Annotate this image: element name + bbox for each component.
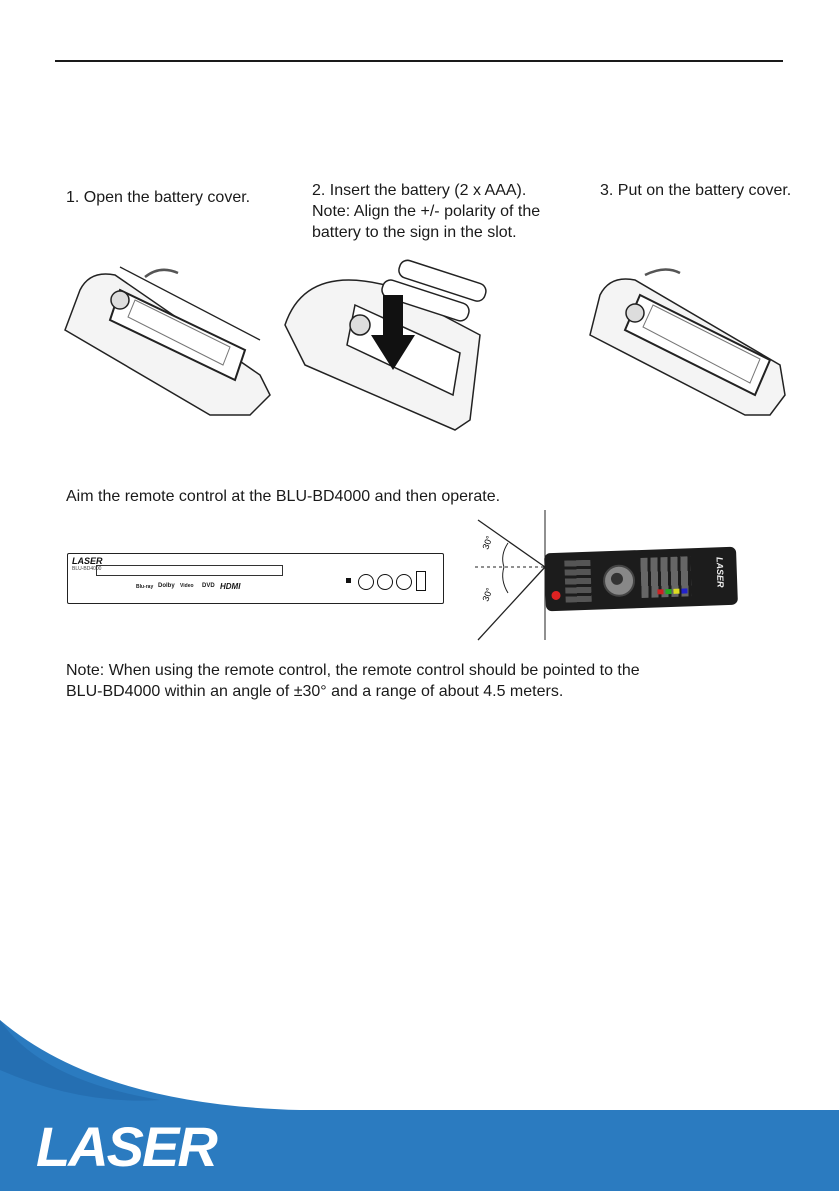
eject-button xyxy=(358,574,374,590)
logo-dvd: DVD xyxy=(202,583,215,589)
range-note xyxy=(66,660,640,702)
step-3-caption: 3. Put on the battery cover. xyxy=(600,182,792,199)
remote-control-illustration xyxy=(544,547,738,612)
ir-sensor xyxy=(346,578,351,583)
step-2-line: battery to the sign in the slot. xyxy=(312,224,517,241)
player-model: BLU-BD4000 xyxy=(72,566,102,572)
remote-red-key xyxy=(657,589,663,594)
logo-video: Video xyxy=(180,583,194,589)
range-note-line: Note: When using the remote control, the remote control should be pointed to the xyxy=(66,662,640,679)
logo-dolby: Dolby xyxy=(158,583,175,589)
remote-blue-key xyxy=(681,588,687,593)
close-cover-illustration xyxy=(585,255,825,425)
bluray-player-illustration xyxy=(67,553,444,604)
range-note-line: BLU-BD4000 within an angle of ±30° and a range of about 4.5 meters. xyxy=(66,683,564,700)
angle-label-lower: 30° xyxy=(480,586,495,603)
play-button xyxy=(377,574,393,590)
remote-power-button xyxy=(551,591,560,600)
footer-logo: LASER xyxy=(36,1115,216,1178)
aim-instruction: Aim the remote control at the BLU-BD4000 and then operate. xyxy=(66,488,501,505)
open-cover-illustration xyxy=(60,255,300,425)
remote-green-key xyxy=(665,589,671,594)
step-2-caption xyxy=(312,180,540,243)
usb-port xyxy=(416,571,426,591)
power-button xyxy=(396,574,412,590)
header-rule xyxy=(55,60,783,62)
step-1-caption: 1. Open the battery cover. xyxy=(66,189,251,206)
angle-label-upper: 30° xyxy=(480,534,495,551)
player-brand: LASER xyxy=(72,556,103,566)
disc-tray xyxy=(96,565,283,576)
remote-button-group xyxy=(564,560,591,603)
step-2-line: Note: Align the +/- polarity of the xyxy=(312,203,541,220)
step-2-line: 2. Insert the battery (2 x AAA). xyxy=(312,182,527,199)
insert-battery-illustration xyxy=(275,245,505,435)
logo-bluray: Blu-ray xyxy=(136,584,154,590)
remote-yellow-key xyxy=(673,589,679,594)
logo-hdmi: HDMI xyxy=(220,582,241,591)
remote-brand: LASER xyxy=(714,556,726,588)
